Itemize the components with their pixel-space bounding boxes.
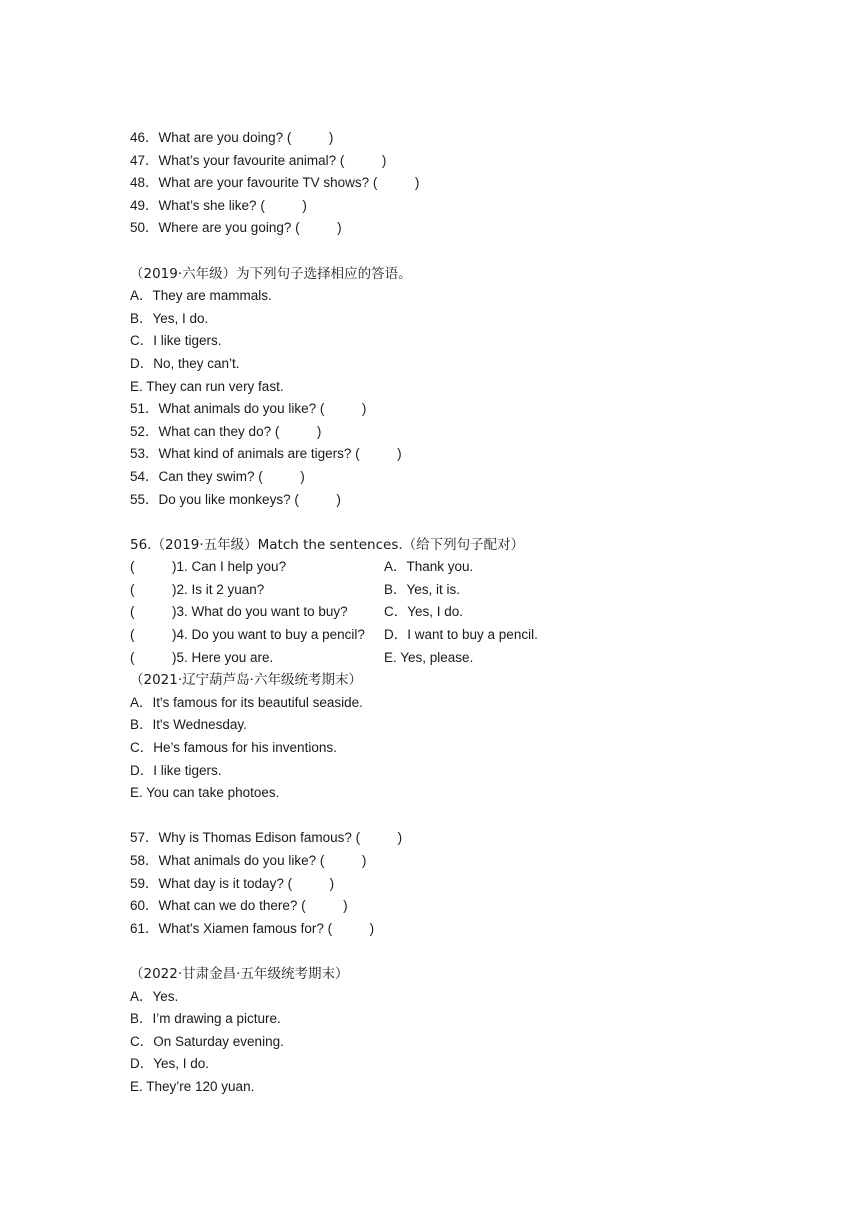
section-header-2022-gansu: （2022·甘肃金昌·五年级统考期末） — [130, 965, 349, 982]
question-61: 61．What's Xiamen famous for? ( ) — [130, 920, 375, 936]
match-question: ( )2. Is it 2 yuan? — [130, 581, 265, 597]
block-46-50 — [130, 127, 770, 240]
option-e: E. They’re 120 yuan. — [130, 1078, 255, 1094]
question-47: 47．What’s your favourite animal? ( ) — [130, 152, 387, 168]
question-58: 58．What animals do you like? ( ) — [130, 853, 367, 868]
match-row — [130, 601, 770, 624]
match-row — [130, 579, 770, 602]
option-b: B．I’m drawing a picture. — [130, 1011, 281, 1027]
option-d: D．I like tigers. — [130, 762, 222, 778]
match-answer: D．I want to buy a pencil. — [384, 627, 538, 643]
question-59: 59．What day is it today? ( ) — [130, 875, 335, 891]
document-content — [130, 127, 770, 1099]
question-48: 48．What are your favourite TV shows? ( ) — [130, 175, 420, 191]
match-answer: E. Yes, please. — [384, 649, 474, 665]
option-d: D．No, they can’t. — [130, 355, 240, 371]
match-row — [130, 556, 770, 579]
section-header-match: 56.（2019·五年级）Match the sentences.（给下列句子配对） — [130, 536, 525, 553]
question-52: 52．What can they do? ( ) — [130, 423, 322, 439]
match-answer: A．Thank you. — [384, 559, 474, 575]
option-a: A．It's famous for its beautiful seaside. — [130, 694, 363, 710]
match-question: ( )4. Do you want to buy a pencil? — [130, 627, 365, 643]
match-question: ( )3. What do you want to buy? — [130, 604, 348, 620]
match-row — [130, 624, 770, 647]
option-a: A．They are mammals. — [130, 288, 272, 304]
spacer — [130, 240, 770, 263]
match-answer: C．Yes, I do. — [384, 604, 464, 620]
match-row — [130, 647, 770, 670]
question-53: 53．What kind of animals are tigers? ( ) — [130, 446, 402, 462]
option-d: D．Yes, I do. — [130, 1056, 210, 1072]
question-51: 51．What animals do you like? ( ) — [130, 401, 367, 417]
option-e: E. They can run very fast. — [130, 378, 284, 394]
question-55: 55．Do you like monkeys? ( ) — [130, 491, 341, 507]
option-b: B．Yes, I do. — [130, 310, 209, 326]
match-question: ( )1. Can I help you? — [130, 559, 287, 575]
option-c: C．He’s famous for his inventions. — [130, 740, 337, 756]
section-header-2019-grade6: （2019·六年级）为下列句子选择相应的答语。 — [130, 265, 412, 282]
block-2022-gansu — [130, 963, 770, 1099]
question-49: 49．What’s she like? ( ) — [130, 197, 307, 213]
match-answer: B．Yes, it is. — [384, 581, 461, 597]
question-57: 57．Why is Thomas Edison famous? ( ) — [130, 830, 403, 846]
option-b: B．It's Wednesday. — [130, 717, 247, 733]
spacer — [130, 511, 770, 534]
spacer — [130, 805, 770, 828]
block-56-match — [130, 534, 770, 670]
option-e: E. You can take photoes. — [130, 785, 280, 801]
question-60: 60．What can we do there? ( ) — [130, 898, 348, 914]
block-51-55 — [130, 263, 770, 512]
section-header-2021-liaoning: （2021·辽宁葫芦岛·六年级统考期末） — [130, 672, 362, 689]
block-57-61 — [130, 669, 770, 940]
question-50: 50．Where are you going? ( ) — [130, 220, 342, 236]
spacer — [130, 940, 770, 963]
match-question: ( )5. Here you are. — [130, 649, 274, 665]
question-54: 54．Can they swim? ( ) — [130, 468, 305, 484]
option-c: C．On Saturday evening. — [130, 1033, 284, 1049]
option-c: C．I like tigers. — [130, 333, 222, 349]
question-46: 46．What are you doing? ( ) — [130, 130, 334, 145]
option-a: A．Yes. — [130, 988, 179, 1004]
